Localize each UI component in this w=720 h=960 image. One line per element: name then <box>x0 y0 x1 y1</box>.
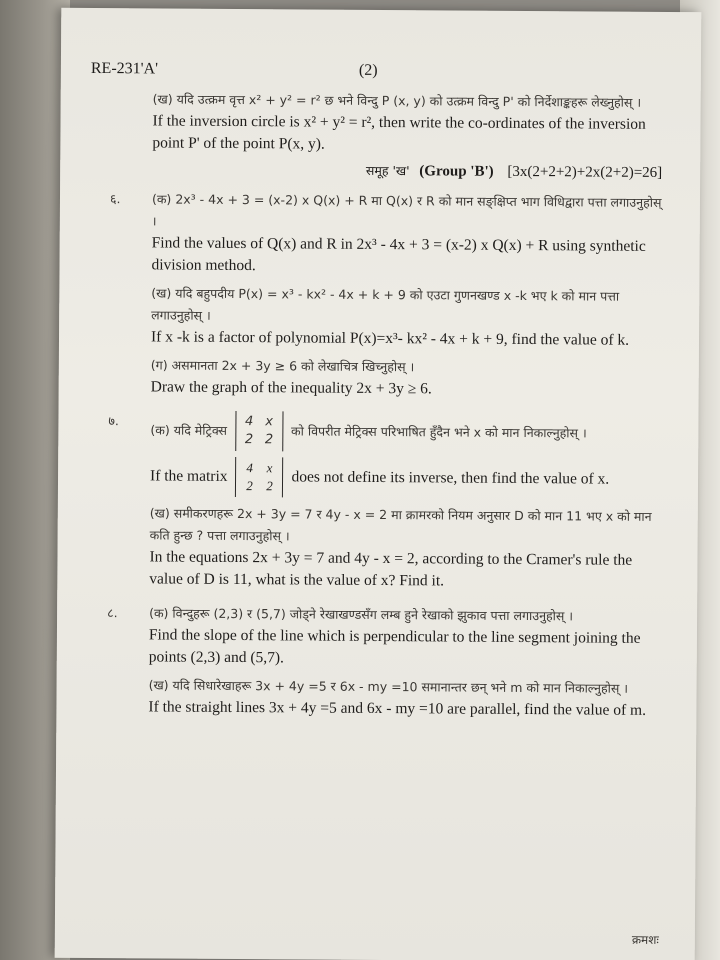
english-text: Find the values of Q(x) and R in 2x³ - 4x + 3 = (x-2) x Q(x) + R using synthetic division method. <box>151 234 646 275</box>
english-text: In the equations 2x + 3y = 7 and 4y - x = 2, according to the Cramer's rule the value of D is 11, what is the value of x? Find it. <box>149 548 633 590</box>
english-text: If the straight lines 3x + 4y =5 and 6x - my =10 are parallel, find the value of m. <box>148 698 647 719</box>
question-6-ga <box>89 354 669 402</box>
paper-code: RE-231'A' <box>90 59 159 78</box>
nepali-text: यदि बहुपदीय P(x) = x³ - kx² - 4x + k + 9 को एउटा गुणनखण्ड x -k भए k को मान पत्ता लगाउनुहोस् । <box>151 285 620 323</box>
question-7-ka <box>88 410 669 500</box>
english-text: Find the slope of the line which is perpendicular to the line segment joining the points (2,3) and (5,7). <box>148 626 641 667</box>
question-7-kha <box>87 502 668 594</box>
question-8-kha <box>86 674 666 722</box>
english-text-post: does not define its inverse, then find the value of x. <box>291 468 610 488</box>
english-text: If the inversion circle is x² + y² = r², then write the co-ordinates of the inversion point P' of the point P(x, y). <box>152 112 646 153</box>
nepali-text-post: को विपरीत मेट्रिक्स परिभाषित हुँदैन भने x को मान निकाल्नुहोस् । <box>290 423 587 441</box>
matrix-cell: 4 <box>244 414 254 430</box>
question-number: ८. <box>107 605 118 621</box>
nepali-text: यदि सिधारेखाहरू 3x + 4y =5 र 6x - my =10 समानान्तर छन् भने m को मान निकाल्नुहोस् । <box>172 677 629 696</box>
matrix-cell: x <box>265 414 274 430</box>
english-text-pre: If the matrix <box>149 467 228 485</box>
matrix <box>235 457 283 497</box>
part-label: (क) <box>151 191 172 207</box>
question-number: ६. <box>109 191 121 207</box>
question-8-ka <box>87 602 667 672</box>
part-label: (ख) <box>152 91 173 107</box>
nepali-text: असमानता 2x + 3y ≥ 6 को लेखाचित्र खिच्नुहोस् । <box>171 357 415 375</box>
part-label: (क) <box>149 605 169 621</box>
part-label: (क) <box>150 422 170 438</box>
part-label: (ख) <box>148 677 169 693</box>
page-number: (2) <box>358 61 378 79</box>
matrix-cell: 2 <box>246 478 253 494</box>
part-label: (ख) <box>151 285 172 301</box>
group-marks: [3x(2+2+2)+2x(2+2)=26] <box>507 163 663 181</box>
part-label: (ग) <box>150 357 168 373</box>
matrix-cell: 4 <box>246 460 253 476</box>
part-label: (ख) <box>149 505 170 521</box>
nepali-text-pre: यदि मेट्रिक्स <box>173 422 228 438</box>
matrix-cell: 2 <box>266 478 273 494</box>
question-6-ka <box>89 188 670 280</box>
question-6-kha <box>89 282 669 352</box>
english-text: If x -k is a factor of polynomial P(x)=x³- kx² - 4x + k + 9, find the value of k. <box>150 328 630 349</box>
nepali-text: 2x³ - 4x + 3 = (x-2) x Q(x) + R मा Q(x) र R को मान सङ्क्षिप्त भाग विधिद्वारा पत्ता लगाउनुहोस् । <box>151 191 662 229</box>
matrix <box>235 411 283 451</box>
group-nepali: समूह 'ख' <box>365 162 410 179</box>
page-header <box>91 60 671 92</box>
continued-label: क्रमशः <box>631 932 659 947</box>
exam-paper <box>55 8 702 960</box>
question-5-kha <box>90 88 670 158</box>
group-english: (Group 'B') <box>419 163 494 180</box>
matrix-cell: 2 <box>244 432 254 448</box>
group-heading <box>90 160 670 182</box>
question-number: ७. <box>108 413 119 429</box>
nepali-text: समीकरणहरू 2x + 3y = 7 र 4y - x = 2 मा क्रामरको नियम अनुसार D को मान 11 भए x को मान कति हुन्छ ? पत्ता लगाउनुहोस् । <box>149 505 652 544</box>
nepali-text: विन्दुहरू (2,3) र (5,7) जोड्ने रेखाखण्डसँग लम्ब हुने रेखाको झुकाव पत्ता लगाउनुहोस् । <box>172 605 574 624</box>
matrix-cell: 2 <box>264 432 274 448</box>
nepali-text: यदि उत्क्रम वृत्त x² + y² = r² छ भने विन्दु P (x, y) को उत्क्रम विन्दु P' को निर्देशाङ्कहरू लेख्नुहोस् । <box>176 91 642 110</box>
english-text: Draw the graph of the inequality 2x + 3y ≥ 6. <box>150 378 432 398</box>
matrix-cell: x <box>266 460 273 476</box>
